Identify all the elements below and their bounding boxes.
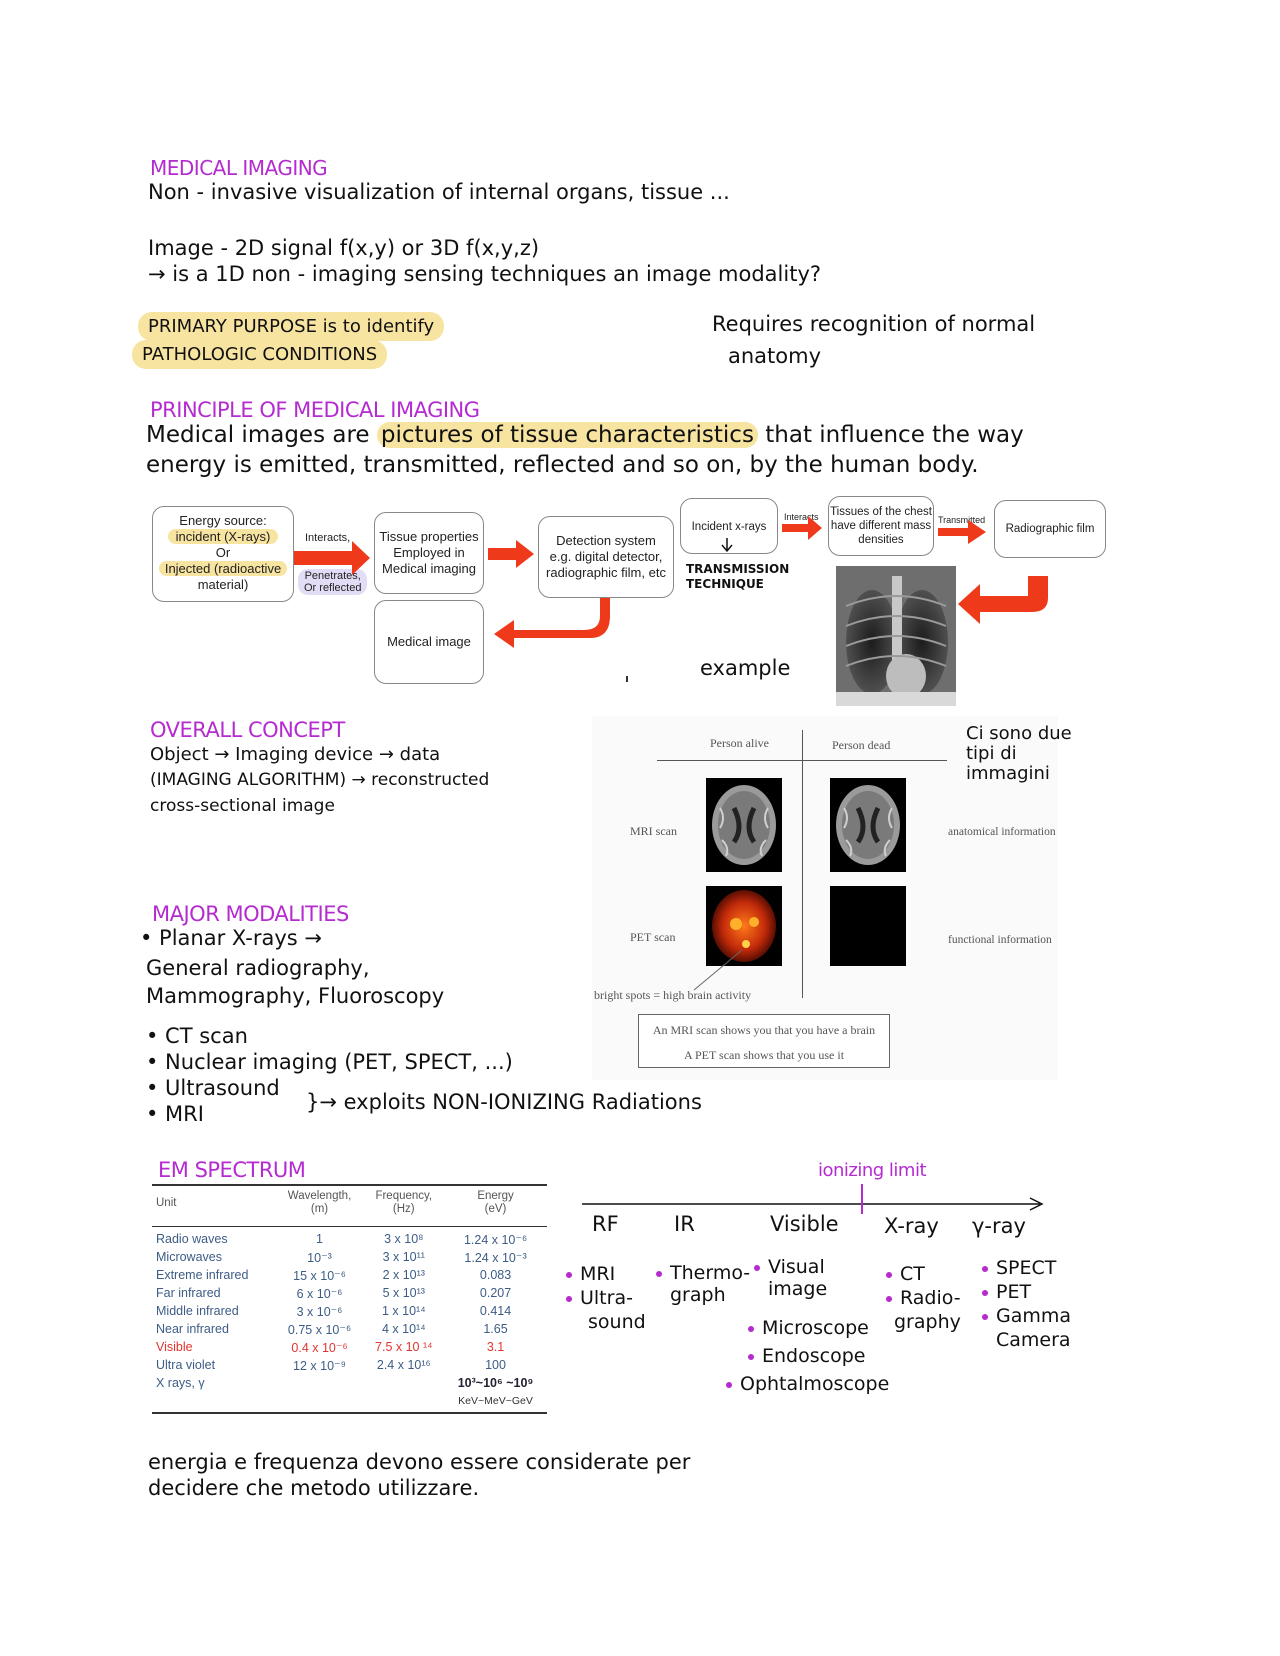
section-title-medical-imaging: MEDICAL IMAGING xyxy=(150,156,328,180)
mri-dead-image xyxy=(830,778,906,872)
band-gamma: γ-ray xyxy=(972,1214,1026,1238)
interacts-label: Interacts, xyxy=(305,532,351,544)
arrow-energy-tissue xyxy=(294,541,370,575)
transmission-technique: TRANSMISSION TECHNIQUE xyxy=(686,562,790,591)
requires-line-2: anatomy xyxy=(728,344,822,368)
principle-line-1-highlight: pictures of tissue characteristics xyxy=(377,422,758,448)
energy-line-5: material) xyxy=(197,577,249,592)
header-energy: Energy (eV) xyxy=(477,1190,514,1215)
modality-nuclear: • Nuclear imaging (PET, SPECT, ...) xyxy=(146,1050,513,1074)
caption-line-1: An MRI scan shows you that you have a brain xyxy=(652,1023,876,1037)
small-down-arrow xyxy=(722,538,732,551)
footer-line-2: decidere che metodo utilizzare. xyxy=(148,1476,480,1500)
energy-line-4: Injected (radioactive xyxy=(153,561,293,577)
intro-line-2: Image - 2D signal f(x,y) or 3D f(x,y,z) xyxy=(148,236,540,260)
energy-line-1: Energy source: xyxy=(179,513,267,528)
mri-pet-caption-box xyxy=(638,1014,890,1068)
energy-line-2: incident (X-rays) xyxy=(153,529,293,545)
section-title-principle: PRINCIPLE OF MEDICAL IMAGING xyxy=(150,398,480,422)
table-row: Ultra violet 12 x 10⁻⁹ 2.4 x 10¹⁶ 100 xyxy=(156,1358,506,1373)
modality-planar-sub-2: Mammography, Fluoroscopy xyxy=(146,984,445,1008)
arrow-incident-chest xyxy=(782,516,822,540)
penetrates-label: Penetrates, Or reflected xyxy=(298,569,367,595)
arrow-detection-image xyxy=(494,598,610,648)
energy-line-3: Or xyxy=(215,545,231,560)
incident-xrays-box: Incident x-rays xyxy=(680,498,778,554)
detection-system-box: Detection system e.g. digital detector, radiographic film, etc xyxy=(538,516,674,598)
modality-ct: • CT scan xyxy=(146,1024,248,1048)
figure-vertical-rule xyxy=(802,730,803,998)
tipi-immagini-note: Ci sono due tipi di immagini xyxy=(966,723,1072,784)
section-title-overall: OVERALL CONCEPT xyxy=(150,718,345,742)
table-row: Radio waves 1 3 x 10⁸ 1.24 x 10⁻⁶ xyxy=(156,1232,528,1247)
radiographic-film-box: Radiographic film xyxy=(994,500,1106,558)
table-row-units: KeV~MeV~GeV xyxy=(458,1395,533,1407)
requires-line-1: Requires recognition of normal xyxy=(712,312,1036,336)
principle-line-1-post: that influence the way xyxy=(757,422,1024,448)
non-ionizing-note: }→ exploits NON-IONIZING Radiations xyxy=(306,1090,702,1114)
table-row: Microwaves 10⁻³ 3 x 10¹¹ 1.24 x 10⁻³ xyxy=(156,1250,527,1265)
table-bottom-rule xyxy=(152,1412,547,1414)
transmitted-label: Transmitted xyxy=(938,515,986,525)
table-row: Near infrared 0.75 x 10⁻⁶ 4 x 10¹⁴ 1.65 xyxy=(156,1322,508,1337)
tick-mark xyxy=(626,676,628,682)
modality-mri: • MRI xyxy=(146,1102,204,1126)
tissue-properties-box: Tissue properties Employed in Medical imaging xyxy=(374,512,484,594)
col-person-dead: Person dead xyxy=(832,738,891,752)
arrow-tissue-detection xyxy=(488,540,534,568)
intro-line-3: → is a 1D non - imaging sensing techniques an image modality? xyxy=(148,262,822,286)
table-row-visible: Visible 0.4 x 10⁻⁶ 7.5 x 10 ¹⁴ 3.1 xyxy=(156,1340,505,1355)
functional-label: functional information xyxy=(948,934,1052,946)
table-row: X rays, γ 10³~10⁶ ~10⁹ xyxy=(156,1376,534,1390)
row-mri: MRI scan xyxy=(630,824,677,838)
flow-arrows xyxy=(0,0,1280,720)
row-pet: PET scan xyxy=(630,930,676,944)
header-frequency: Frequency, (Hz) xyxy=(375,1190,433,1215)
band-visible: Visible xyxy=(770,1212,839,1236)
purpose-highlight-1: PRIMARY PURPOSE is to identify xyxy=(138,312,444,341)
purpose-highlight-2: PATHOLOGIC CONDITIONS xyxy=(132,340,387,369)
overall-line-1: Object → Imaging device → data xyxy=(150,744,441,765)
visible-list: Visual image xyxy=(754,1256,827,1300)
modality-ultrasound: • Ultrasound xyxy=(146,1076,280,1100)
header-wavelength: Wavelength, (m) xyxy=(287,1190,352,1215)
table-row: Extreme infrared 15 x 10⁻⁶ 2 x 10¹³ 0.083 xyxy=(156,1268,512,1283)
chest-xray-image xyxy=(836,566,956,706)
band-rf: RF xyxy=(592,1212,619,1236)
modality-planar-sub-1: General radiography, xyxy=(146,956,370,980)
table-header-row xyxy=(152,1188,547,1222)
section-title-modalities: MAJOR MODALITIES xyxy=(152,902,349,926)
visible-more-list: Microscope Endoscope Ophtalmoscope xyxy=(748,1314,889,1398)
bright-spots-label: bright spots = high brain activity xyxy=(594,988,752,1002)
medical-image-box: Medical image xyxy=(374,600,484,684)
intro-line-1: Non - invasive visualization of internal organs, tissue ... xyxy=(148,180,730,204)
xray-list: CT Radio- graphy xyxy=(886,1262,961,1334)
arrow-chest-film xyxy=(938,520,986,544)
bright-spot-pointer xyxy=(692,944,752,994)
overall-line-2: (IMAGING ALGORITHM) → reconstructed xyxy=(150,770,490,790)
modality-planar-xrays: • Planar X-rays → xyxy=(140,926,322,950)
band-xray: X-ray xyxy=(884,1214,939,1238)
header-rule xyxy=(152,1226,547,1227)
table-row: Middle infrared 3 x 10⁻⁶ 1 x 10¹⁴ 0.414 xyxy=(156,1304,512,1319)
table-top-rule xyxy=(152,1184,547,1186)
header-unit: Unit xyxy=(156,1196,177,1209)
caption-line-2: A PET scan shows that you use it xyxy=(683,1048,845,1062)
gamma-list: SPECT PET Gamma Camera xyxy=(982,1256,1071,1352)
col-person-alive: Person alive xyxy=(710,736,769,750)
table-row: Far infrared 6 x 10⁻⁶ 5 x 10¹³ 0.207 xyxy=(156,1286,512,1301)
band-ir: IR xyxy=(674,1212,695,1236)
footer-line-1: energia e frequenza devono essere considerate per xyxy=(148,1450,691,1474)
chest-tissue-box: Tissues of the chest have different mass densities xyxy=(828,496,934,556)
section-title-em-spectrum: EM SPECTRUM xyxy=(158,1158,306,1182)
pet-dead-image xyxy=(830,886,906,966)
principle-line-2: energy is emitted, transmitted, reflected and so on, by the human body. xyxy=(146,452,979,478)
mri-alive-image xyxy=(706,778,782,872)
example-note: example xyxy=(700,656,791,680)
ir-list: Thermo- graph xyxy=(656,1262,750,1306)
overall-line-3: cross-sectional image xyxy=(150,796,335,816)
em-spectrum-table xyxy=(152,1188,547,1410)
interacts-label-2: Interacts xyxy=(784,512,819,522)
anatomical-label: anatomical information xyxy=(948,826,1056,838)
arrow-film-xray xyxy=(958,576,1048,624)
principle-line-1-pre: Medical images are xyxy=(146,422,377,448)
ionizing-limit-label: ionizing limit xyxy=(818,1160,927,1181)
rf-list: MRI Ultra- sound xyxy=(566,1262,646,1334)
